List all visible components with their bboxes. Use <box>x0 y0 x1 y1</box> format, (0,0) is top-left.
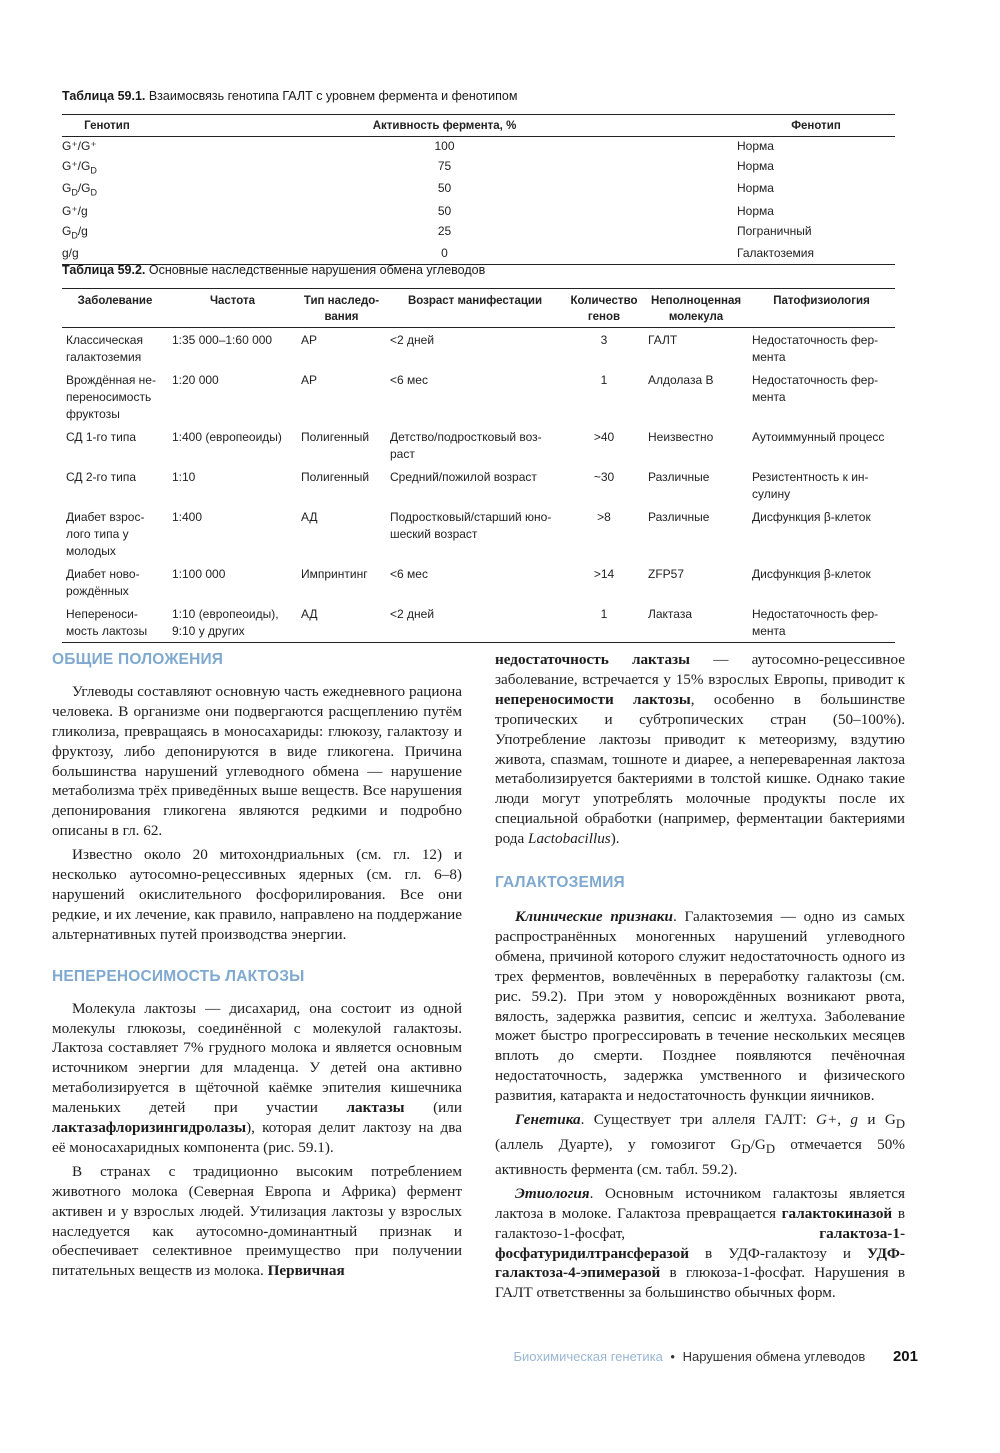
paragraph-oxphos: Известно около 20 митохондриальных (см. гл. 12) и несколько аутосомно-рецессивных ядерных (см. гл. 6–8) нарушений окислительного фосфорилирования. Все они редкие, и их лечение, как правило, направлено на поддержание альтернативных путей производства энергии. <box>52 846 462 943</box>
table2-row <box>62 562 895 602</box>
pathophysiology-cell: Дисфункция β-клеток <box>752 510 871 524</box>
table2-header-row <box>62 289 895 328</box>
table1-row <box>62 137 895 157</box>
disease-cell: Диабет взрос-лого типа у молодых <box>66 510 145 558</box>
frequency-cell: 1:400 <box>172 510 203 524</box>
pathophysiology-cell: Недостаточность фер-мента <box>752 607 879 638</box>
paragraph-etiology: Этиология. Основным источником галактозы является лактоза в молоке. Галактоза превращается галактокиназой в галактозо-1-фосфат, галактоза-1-фосфатуридилтрансферазой в УДФ-галактозу и УДФ-галактоза-4-эпимеразой в глюкоза-1-фосфат. Нарушения в ГАЛТ ответственны за большинство обычных форм. <box>495 1184 905 1302</box>
table2-row <box>62 368 895 425</box>
table1-row <box>62 244 895 264</box>
frequency-cell: 1:100 000 <box>172 567 226 581</box>
inheritance-cell: АР <box>301 373 318 387</box>
gene-count-cell: ~30 <box>593 470 615 484</box>
table1-row <box>62 157 895 179</box>
runin-genetics: Генетика <box>515 1111 581 1129</box>
disease-cell: Непереноси-мость лактозы <box>66 607 148 638</box>
table2-caption-number: Таблица 59.2. <box>62 263 146 277</box>
frequency-cell: 1:20 000 <box>172 373 219 387</box>
inheritance-cell: АР <box>301 333 318 347</box>
footer-section: Биохимическая генетика <box>513 1349 663 1364</box>
paragraph-lactose-molecule: Молекула лактозы — дисахарид, она состоит из одной молекулы глюкозы, соединённой с молекулой галактозы. Лактоза составляет 7% грудного молока и является основным источником энергии для младенца. У детей она активно метаболизируется в щёточной каёмке эпителия кишечника маленьких детей при участии лактазы (или лактазафлоризингидролазы), которая делит лактозу на два её моносахаридных компонента (рис. 59.1). <box>52 999 462 1156</box>
table2-row <box>62 425 895 465</box>
gene-count-cell: >8 <box>597 510 611 524</box>
genotype-cell: $G_D/G_D$ <box>62 181 98 198</box>
left-column <box>52 650 462 1285</box>
genotype-table <box>62 114 895 265</box>
molecule-cell: Неизвестно <box>648 430 714 444</box>
table1-header-activity: Активность фермента, % <box>152 115 737 137</box>
table2-body <box>62 328 895 643</box>
paragraph-genetics: Генетика. Существует три аллеля ГАЛТ: G+, g и $G_D$ (аллель Дуарте), у гомозигот $G_D/G_D$ отмечается 50% активность фермента (см. табл. 59.2). <box>495 1111 906 1178</box>
disease-cell: СД 2-го типа <box>66 470 137 484</box>
molecule-cell: ГАЛТ <box>648 333 678 347</box>
table1-header-genotype: Генотип <box>62 115 152 137</box>
disease-cell: Классическая галактоземия <box>66 333 143 364</box>
table2-header-disease: Заболевание <box>62 289 168 328</box>
table2-row <box>62 328 895 369</box>
phenotype-cell: Норма <box>737 139 774 153</box>
phenotype-cell: Галактоземия <box>737 246 814 261</box>
onset-cell: <2 дней <box>390 333 435 347</box>
molecule-cell: ZFP57 <box>648 567 685 581</box>
gene-count-cell: >14 <box>593 567 615 581</box>
onset-cell: Детство/подростковый воз-раст <box>390 430 542 461</box>
runin-clinical-signs: Клинические признаки <box>515 907 673 925</box>
term-primary: Первичная <box>267 1262 345 1280</box>
phenotype-cell: Пограничный <box>737 224 812 239</box>
activity-cell: 0 <box>441 246 448 261</box>
molecule-cell: Лактаза <box>648 607 693 621</box>
heading-galactosemia: ГАЛАКТОЗЕМИЯ <box>495 874 625 892</box>
table2-row <box>62 602 895 643</box>
table2-header-onset: Возраст манифестации <box>386 289 564 328</box>
table1-row <box>62 202 895 222</box>
gene-count-cell: 3 <box>600 333 608 347</box>
table1-header-row <box>62 115 895 137</box>
genotype-cell: G⁺/G⁺ <box>62 139 97 153</box>
phenotype-cell: Норма <box>737 158 774 173</box>
frequency-cell: 1:10 <box>172 470 196 484</box>
disease-cell: СД 1-го типа <box>66 430 137 444</box>
paragraph-clinical-signs: Клинические признаки. Галактоземия — одно из самых распространённых моногенных нарушений углеводного обмена, причиной которого служит недостаточность одного из трех ферментов, вовлечённых в переработку галактозы (см. рис. 59.2). При этом у новорождённых возникают рвота, вялость, задержка развития, сепсис и желтуха. Заболевание может быстро прогрессировать в течение нескольких месяцев вплоть до смерти. Позднее появляются печёночная недостаточность, задержка умственного и физического развития, катаракта и недостаточность функции яичников. <box>495 907 906 1105</box>
disease-cell: Диабет ново-рождённых <box>66 567 140 598</box>
genotype-cell: $G_D/g$ <box>62 224 88 241</box>
term-lactase-phlorizin-hydrolase: лактазафлоризингидролазы <box>52 1119 247 1137</box>
gene-count-cell: 1 <box>600 607 608 621</box>
gene-count-cell: >40 <box>593 430 615 444</box>
disease-cell: Врождённая не-переносимость фруктозы <box>66 373 156 421</box>
frequency-cell: 1:400 (европеоиды) <box>172 430 282 444</box>
genotype-cell: G⁺/g <box>62 203 88 218</box>
onset-cell: <6 мес <box>390 373 428 387</box>
table1-header-phenotype: Фенотип <box>737 115 895 137</box>
inheritance-cell: АД <box>301 607 318 621</box>
table2-row <box>62 505 895 562</box>
carbohydrate-disorders-table <box>62 288 895 643</box>
inheritance-cell: Полигенный <box>301 470 370 484</box>
gene-count-cell: 1 <box>600 373 608 387</box>
activity-cell: 50 <box>437 181 452 196</box>
table1-row <box>62 222 895 244</box>
paragraph-adult-lactase: В странах с традиционно высоким потреблением животного молока (Северная Европа и Африка) фермент активен и у взрослых людей. Утилизация лактозы у взрослых наследуется как аутосомно-доминантный признак и обеспечивает селективное преимущество при получении питательных веществ из молока. Первичная <box>52 1162 462 1280</box>
onset-cell: <6 мес <box>390 567 428 581</box>
onset-cell: Средний/пожилой возраст <box>390 470 537 484</box>
table1-body <box>62 137 895 265</box>
heading-lactose-intolerance: НЕПЕРЕНОСИМОСТЬ ЛАКТОЗЫ <box>52 967 305 985</box>
runin-etiology: Этиология <box>515 1184 590 1202</box>
table1-caption-number: Таблица 59.1. <box>62 89 146 103</box>
term-lactobacillus: Lactobacillus <box>528 830 611 848</box>
inheritance-cell: Полигенный <box>301 430 370 444</box>
onset-cell: Подростковый/старший юно-шеский возраст <box>390 510 552 541</box>
table1-caption <box>62 89 517 103</box>
pathophysiology-cell: Недостаточность фер-мента <box>752 373 879 404</box>
footer-chapter: Нарушения обмена углеводов <box>682 1349 866 1364</box>
frequency-cell: 1:10 (европеоиды), 9:10 у других <box>172 607 279 638</box>
table1-row <box>62 179 895 201</box>
table2-caption-text: Основные наследственные нарушения обмена углеводов <box>145 263 486 277</box>
table2-header-inheritance: Тип наследо- вания <box>297 289 386 328</box>
table2-caption <box>62 263 485 277</box>
heading-general: ОБЩИЕ ПОЛОЖЕНИЯ <box>52 651 224 668</box>
onset-cell: <2 дней <box>390 607 435 621</box>
paragraph-carbohydrates: Углеводы составляют основную часть ежедневного рациона человека. В организме они подвергаются расщеплению путём гликолиза, превращаясь в моносахариды: глюкозу, галактозу и фруктозу, либо депонируются в виде гликогена. Причина большинства нарушений углеводного обмена — нарушение метаболизма трёх приведённых выше веществ. Все нарушения депонирования гликогена являются редкими и подробно описаны в гл. 62. <box>52 682 462 840</box>
inheritance-cell: АД <box>301 510 318 524</box>
molecule-cell: Алдолаза В <box>648 373 714 387</box>
pathophysiology-cell: Аутоиммунный процесс <box>752 430 885 444</box>
table1-caption-text: Взаимосвязь генотипа ГАЛТ с уровнем фермента и фенотипом <box>145 89 518 103</box>
molecule-cell: Различные <box>648 470 710 484</box>
activity-cell: 75 <box>437 158 452 173</box>
activity-cell: 50 <box>437 203 452 218</box>
frequency-cell: 1:35 000–1:60 000 <box>172 333 273 347</box>
genotype-cell: g/g <box>62 246 79 261</box>
table2-header-molecule: Неполноценная молекула <box>644 289 748 328</box>
activity-cell: 100 <box>434 139 455 153</box>
term-galt: галактоза-1-фосфатуридилтрансферазой <box>495 1224 905 1262</box>
term-galactokinase: галактокиназой <box>781 1204 893 1222</box>
term-lactase-deficiency: недостаточность лактазы <box>495 651 691 668</box>
footer-bullet: • <box>670 1349 675 1364</box>
activity-cell: 25 <box>437 224 452 239</box>
pathophysiology-cell: Дисфункция β-клеток <box>752 567 871 581</box>
table2-header-pathophysiology: Патофизиология <box>748 289 895 328</box>
pathophysiology-cell: Недостаточность фер-мента <box>752 333 879 364</box>
term-lactose-intolerance: непереносимости лактозы <box>495 690 691 708</box>
genotype-cell: $G^+/G_D$ <box>62 158 97 176</box>
table2-header-frequency: Частота <box>168 289 297 328</box>
phenotype-cell: Норма <box>737 181 774 196</box>
table2-row <box>62 465 895 505</box>
phenotype-cell: Норма <box>737 203 774 218</box>
table2-header-genes: Количество генов <box>564 289 644 328</box>
term-lactase: лактазы <box>346 1099 405 1117</box>
pathophysiology-cell: Резистентность к ин-сулину <box>752 470 869 501</box>
inheritance-cell: Импринтинг <box>301 567 368 581</box>
term-udp-galactose-epimerase: УДФ-галактоза-4-эпимеразой <box>495 1244 905 1282</box>
paragraph-lactase-deficiency: недостаточность лактазы — аутосомно-рецессивное заболевание, встречается у 15% взрослых Европы, приводит к непереносимости лактозы, особенно в большинстве тропических и субтропических стран (50–100%). Употребление лактозы приводит к метеоризму, вздутию живота, спазмам, тошноте и диарее, а непереваренная лактоза метаболизируется бактериями в толстой кишке. Однако такие люди могут употреблять молочные продукты после их специальной обработки (например, ферментации бактериями рода Lactobacillus). <box>495 651 905 848</box>
page-footer <box>514 1348 918 1365</box>
page-number: 201 <box>892 1348 918 1365</box>
molecule-cell: Различные <box>648 510 710 524</box>
right-column <box>495 650 905 1307</box>
